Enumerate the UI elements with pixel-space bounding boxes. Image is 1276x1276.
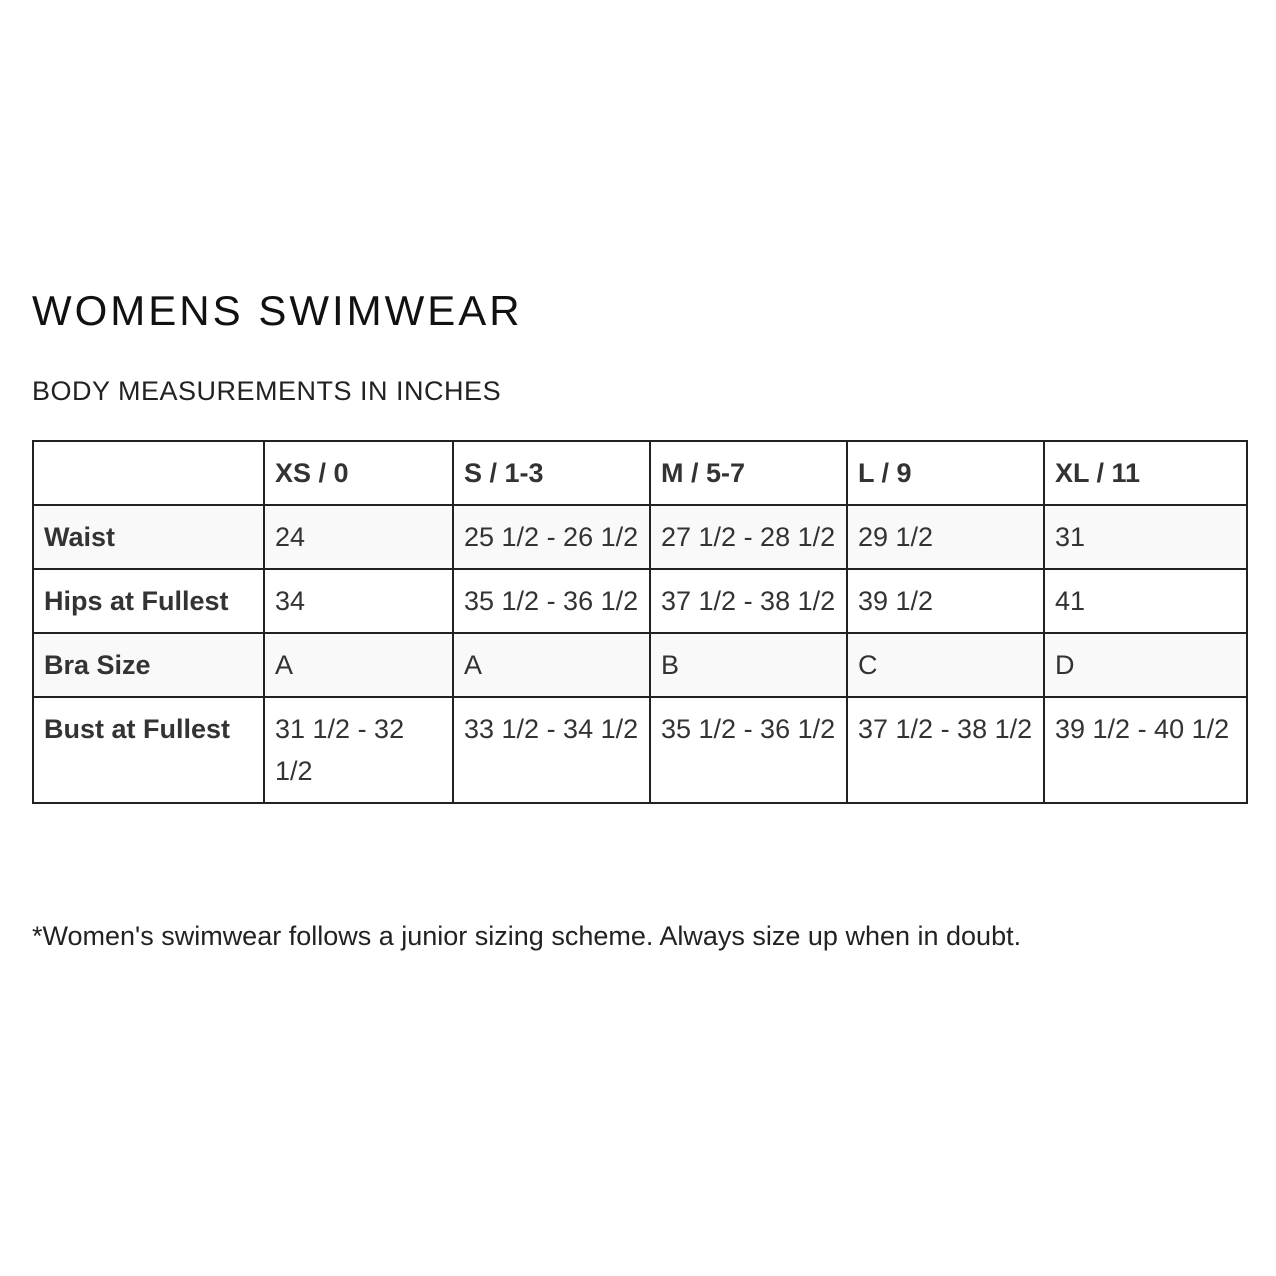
header-cell-s: S / 1-3: [453, 441, 650, 505]
table-cell: 29 1/2: [847, 505, 1044, 569]
size-chart-table: [32, 440, 1248, 804]
table-row-bra-size: [33, 633, 1247, 697]
header-cell-xs: XS / 0: [264, 441, 453, 505]
header-cell-xl: XL / 11: [1044, 441, 1247, 505]
table-cell: A: [453, 633, 650, 697]
table-cell: A: [264, 633, 453, 697]
footnote: *Women's swimwear follows a junior sizing scheme. Always size up when in doubt.: [32, 921, 1022, 951]
table-cell: C: [847, 633, 1044, 697]
table-cell: B: [650, 633, 847, 697]
table-cell: 33 1/2 - 34 1/2: [453, 697, 650, 803]
row-label: Hips at Fullest: [33, 569, 264, 633]
table-cell: 31 1/2 - 32 1/2: [264, 697, 453, 803]
table-cell: 25 1/2 - 26 1/2: [453, 505, 650, 569]
table-cell: D: [1044, 633, 1247, 697]
page-subtitle: BODY MEASUREMENTS IN INCHES: [32, 376, 502, 406]
table-row-bust: [33, 697, 1247, 803]
page-title: WOMENS SWIMWEAR: [32, 287, 523, 334]
table-cell: 34: [264, 569, 453, 633]
table-cell: 39 1/2: [847, 569, 1044, 633]
table-cell: 37 1/2 - 38 1/2: [650, 569, 847, 633]
header-cell-m: M / 5-7: [650, 441, 847, 505]
table-cell: 37 1/2 - 38 1/2: [847, 697, 1044, 803]
table-header-row: [33, 441, 1247, 505]
table-cell: 39 1/2 - 40 1/2: [1044, 697, 1247, 803]
row-label: Waist: [33, 505, 264, 569]
table-cell: 24: [264, 505, 453, 569]
row-label: Bust at Fullest: [33, 697, 264, 803]
table-cell: 35 1/2 - 36 1/2: [650, 697, 847, 803]
row-label: Bra Size: [33, 633, 264, 697]
table-cell: 35 1/2 - 36 1/2: [453, 569, 650, 633]
table-row-hips: [33, 569, 1247, 633]
header-cell-l: L / 9: [847, 441, 1044, 505]
table-row-waist: [33, 505, 1247, 569]
table-cell: 27 1/2 - 28 1/2: [650, 505, 847, 569]
table-cell: 41: [1044, 569, 1247, 633]
header-cell-empty: [33, 441, 264, 505]
table-cell: 31: [1044, 505, 1247, 569]
